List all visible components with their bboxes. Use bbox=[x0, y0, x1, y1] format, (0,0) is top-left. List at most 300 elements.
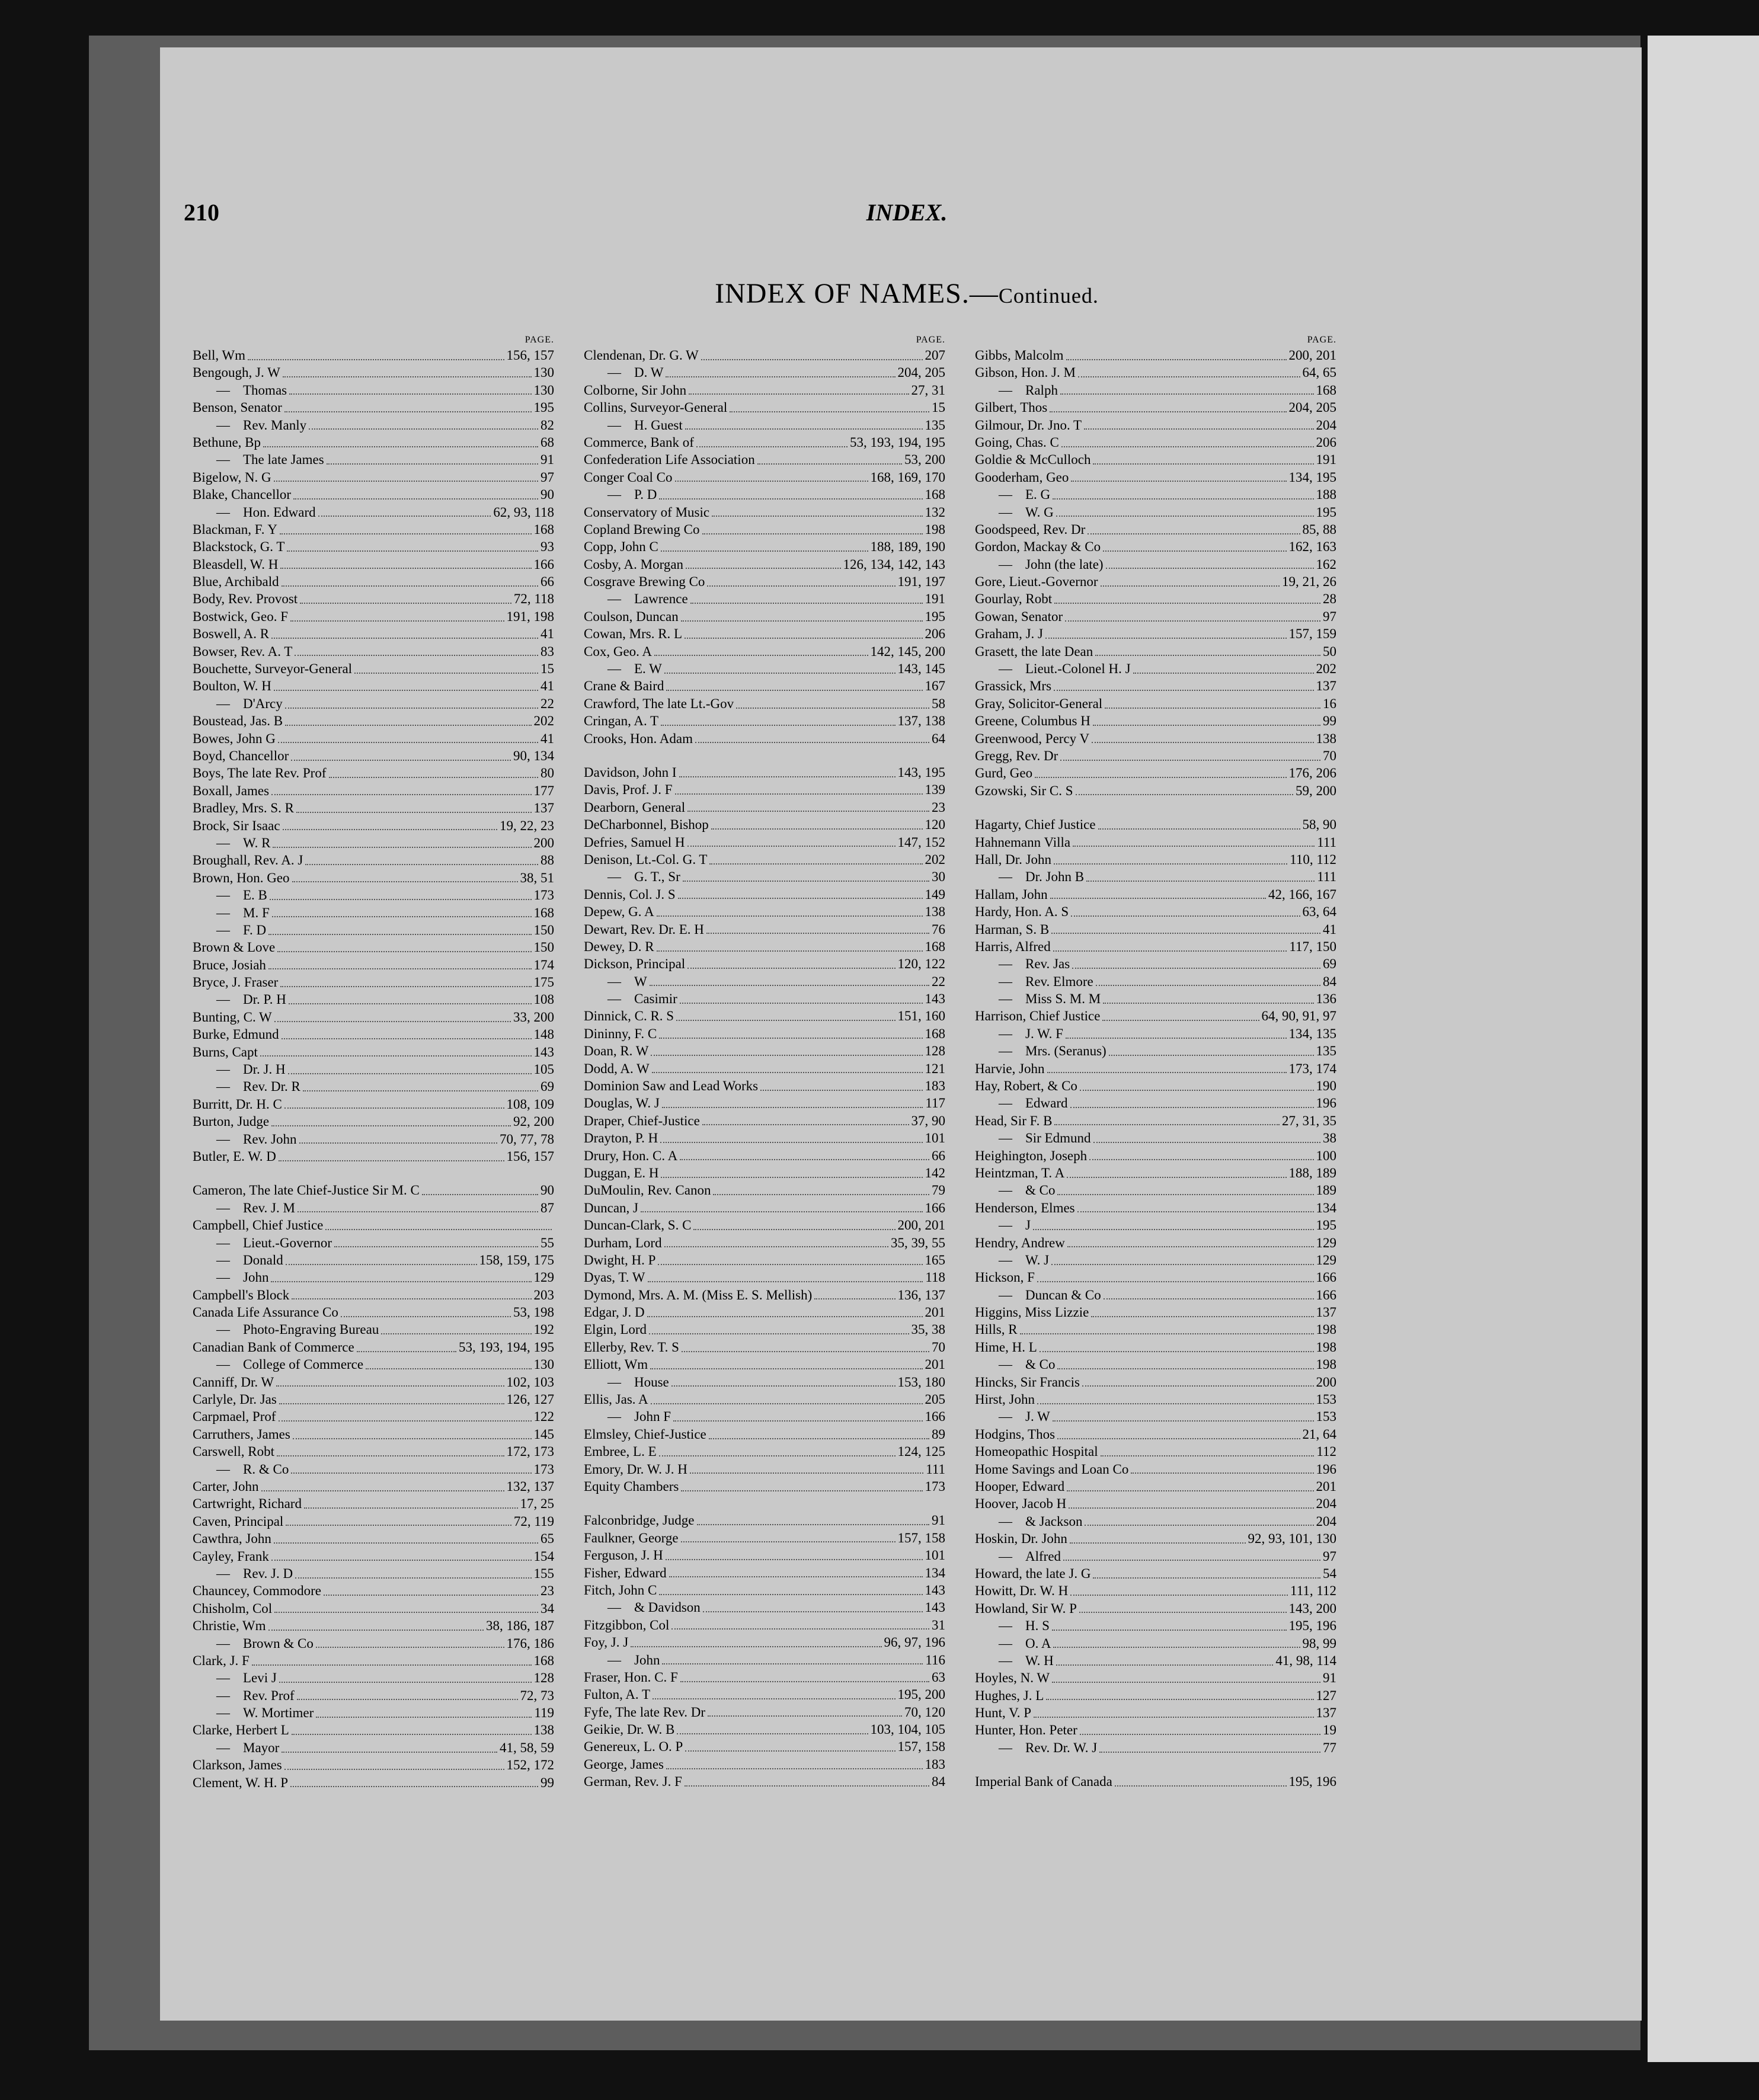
entry-pages: 118 bbox=[925, 1270, 945, 1285]
entry-pages: 198 bbox=[1316, 1322, 1336, 1337]
index-entry bbox=[193, 1132, 554, 1149]
index-entry bbox=[975, 1305, 1336, 1322]
index-entry bbox=[584, 1078, 945, 1096]
leader-dots bbox=[659, 498, 922, 500]
entry-pages: 168 bbox=[925, 1026, 945, 1041]
entry-pages: 168 bbox=[1316, 382, 1336, 398]
index-entry bbox=[193, 400, 554, 417]
leader-dots bbox=[271, 794, 531, 795]
index-entry bbox=[975, 713, 1336, 731]
index-entry bbox=[193, 383, 554, 400]
leader-dots bbox=[1056, 1664, 1274, 1666]
index-entry bbox=[975, 1183, 1336, 1200]
index-entry bbox=[975, 348, 1336, 365]
index-entry bbox=[193, 574, 554, 591]
leader-dots bbox=[276, 1385, 504, 1387]
entry-pages: 173 bbox=[925, 1479, 945, 1494]
leader-dots bbox=[1053, 1420, 1314, 1422]
entry-dash: — bbox=[999, 1026, 1012, 1041]
entry-pages: 168 bbox=[533, 521, 554, 537]
entry-dash: — bbox=[607, 1374, 621, 1390]
entry-pages: 129 bbox=[1316, 1252, 1336, 1267]
entry-dash: — bbox=[216, 382, 230, 398]
page-column-header: PAGE. bbox=[916, 335, 945, 345]
entry-name: Mrs. (Seranus) bbox=[1025, 1043, 1106, 1059]
entry-pages: 168, 169, 170 bbox=[870, 469, 945, 485]
entry-name: Hendry, Andrew bbox=[975, 1235, 1065, 1250]
leader-dots bbox=[285, 725, 531, 726]
entry-pages: 188, 189, 190 bbox=[870, 539, 945, 555]
index-entry bbox=[975, 974, 1336, 991]
entry-name: Hall, Dr. John bbox=[975, 851, 1052, 867]
leader-dots bbox=[292, 881, 518, 882]
index-entry bbox=[193, 626, 554, 644]
entry-name: Emory, Dr. W. J. H bbox=[584, 1461, 687, 1477]
index-entry bbox=[584, 869, 945, 886]
index-entry bbox=[584, 1113, 945, 1131]
entry-name: R. & Co bbox=[243, 1461, 289, 1477]
entry-dash: — bbox=[216, 1252, 230, 1267]
index-entry bbox=[584, 1322, 945, 1339]
entry-pages: 38, 186, 187 bbox=[486, 1618, 554, 1634]
index-entry bbox=[975, 1270, 1336, 1287]
entry-dash: — bbox=[216, 1079, 230, 1094]
entry-dash: — bbox=[216, 905, 230, 920]
leader-dots bbox=[284, 1107, 504, 1109]
index-entry bbox=[584, 365, 945, 382]
leader-dots bbox=[1098, 828, 1300, 830]
entry-pages: 196 bbox=[1316, 1461, 1336, 1477]
entry-name: Duncan, J bbox=[584, 1200, 638, 1215]
entry-pages: 158, 159, 175 bbox=[479, 1252, 554, 1267]
entry-pages: 173, 174 bbox=[1288, 1061, 1336, 1076]
entry-pages: 110, 112 bbox=[1290, 851, 1336, 867]
index-entry bbox=[193, 1183, 554, 1200]
entry-name: Benson, Senator bbox=[193, 400, 282, 415]
index-entry bbox=[193, 435, 554, 452]
leader-dots bbox=[1115, 1785, 1287, 1787]
index-entry bbox=[193, 905, 554, 923]
entry-pages: 41, 98, 114 bbox=[1275, 1653, 1336, 1668]
entry-dash: — bbox=[999, 1218, 1012, 1233]
index-entry bbox=[975, 505, 1336, 522]
entry-name: Cawthra, John bbox=[193, 1531, 271, 1547]
entry-dash: — bbox=[999, 487, 1012, 502]
entry-name: Davis, Prof. J. F bbox=[584, 782, 673, 798]
entry-pages: 191, 197 bbox=[897, 574, 945, 590]
index-entry bbox=[584, 1583, 945, 1600]
entry-pages: 97 bbox=[1323, 1548, 1336, 1564]
index-entry bbox=[975, 1566, 1336, 1583]
entry-name: Rev. Dr. W. J bbox=[1025, 1740, 1098, 1755]
entry-pages: 188, 189 bbox=[1288, 1165, 1336, 1180]
index-entry bbox=[584, 1774, 945, 1791]
entry-name: Hunt, V. P bbox=[975, 1705, 1032, 1721]
leader-dots bbox=[272, 916, 532, 917]
entry-pages: 127 bbox=[1316, 1688, 1336, 1703]
index-entry bbox=[975, 852, 1336, 869]
leader-dots bbox=[664, 673, 896, 674]
leader-dots bbox=[675, 793, 923, 795]
entry-dash: — bbox=[216, 1566, 230, 1581]
leader-dots bbox=[708, 1715, 902, 1717]
index-entry bbox=[975, 1774, 1336, 1791]
entry-pages: 126, 134, 142, 143 bbox=[843, 556, 945, 572]
entry-name: Clement, W. H. P bbox=[193, 1775, 289, 1790]
index-entry bbox=[584, 1635, 945, 1652]
index-entry bbox=[193, 1027, 554, 1044]
index-entry bbox=[975, 365, 1336, 382]
index-entry bbox=[584, 1043, 945, 1061]
index-entry bbox=[584, 1653, 945, 1670]
entry-name: Duncan & Co bbox=[1025, 1287, 1101, 1302]
entry-name: Cringan, A. T bbox=[584, 713, 659, 729]
entry-dash: — bbox=[607, 1652, 621, 1667]
index-entry bbox=[193, 1583, 554, 1600]
index-entry bbox=[193, 1270, 554, 1287]
entry-pages: 92, 200 bbox=[513, 1114, 554, 1129]
leader-dots bbox=[268, 1630, 484, 1631]
entry-name: Dr. John B bbox=[1025, 869, 1085, 885]
entry-dash: — bbox=[216, 1740, 230, 1755]
entry-pages: 189 bbox=[1316, 1183, 1336, 1198]
leader-dots bbox=[678, 898, 923, 899]
entry-pages: 136, 137 bbox=[897, 1287, 945, 1302]
entry-dash: — bbox=[216, 1705, 230, 1721]
entry-name: Rev. Prof bbox=[243, 1688, 295, 1703]
leader-dots bbox=[1080, 1734, 1320, 1735]
index-entry bbox=[193, 1496, 554, 1513]
leader-dots bbox=[1101, 1455, 1315, 1456]
entry-name: Greenwood, Percy V bbox=[975, 731, 1090, 746]
entry-pages: 155 bbox=[533, 1566, 554, 1581]
index-entry bbox=[193, 505, 554, 522]
entry-dash: — bbox=[216, 1131, 230, 1147]
leader-dots bbox=[291, 1472, 531, 1474]
leader-dots bbox=[702, 1124, 909, 1125]
leader-dots bbox=[1054, 863, 1287, 865]
leader-dots bbox=[1072, 968, 1320, 969]
index-entry bbox=[193, 644, 554, 661]
entry-name: W bbox=[634, 974, 647, 989]
entry-pages: 204 bbox=[1316, 1513, 1336, 1529]
index-entry bbox=[975, 766, 1336, 783]
index-entry bbox=[975, 1061, 1336, 1078]
entry-pages: 167 bbox=[925, 678, 945, 694]
leader-dots bbox=[1071, 915, 1300, 917]
entry-name: Broughall, Rev. A. J bbox=[193, 853, 303, 868]
entry-pages: 143, 200 bbox=[1288, 1600, 1336, 1616]
entry-pages: 64, 65 bbox=[1302, 365, 1336, 380]
leader-dots bbox=[687, 811, 929, 812]
entry-name: Dodd, A. W bbox=[584, 1061, 650, 1076]
leader-dots bbox=[274, 1021, 511, 1022]
leader-dots bbox=[1060, 393, 1314, 395]
entry-pages: 195 bbox=[1316, 504, 1336, 520]
entry-name: Carswell, Robt bbox=[193, 1444, 274, 1459]
leader-dots bbox=[299, 1142, 497, 1144]
entry-name: Commerce, Bank of bbox=[584, 434, 694, 450]
entry-dash: — bbox=[216, 1235, 230, 1250]
entry-name: Carruthers, James bbox=[193, 1426, 290, 1442]
entry-pages: 168 bbox=[533, 905, 554, 920]
index-entry bbox=[584, 1548, 945, 1565]
entry-name: Drury, Hon. C. A bbox=[584, 1148, 678, 1163]
leader-dots bbox=[1020, 1333, 1314, 1334]
entry-pages: 206 bbox=[1316, 434, 1336, 450]
leader-dots bbox=[381, 1333, 531, 1334]
index-entry bbox=[584, 1096, 945, 1113]
entry-pages: 166 bbox=[925, 1200, 945, 1215]
index-entry bbox=[975, 1375, 1336, 1392]
entry-dash: — bbox=[216, 1670, 230, 1686]
index-entry bbox=[584, 765, 945, 782]
entry-name: O. A bbox=[1025, 1635, 1051, 1651]
index-entry bbox=[584, 1392, 945, 1409]
index-entry bbox=[584, 522, 945, 539]
index-entry bbox=[975, 609, 1336, 626]
entry-pages: 116 bbox=[925, 1652, 945, 1667]
leader-dots bbox=[631, 1646, 881, 1647]
entry-pages: 108 bbox=[533, 992, 554, 1007]
leader-dots bbox=[309, 428, 538, 430]
entry-name: Grassick, Mrs bbox=[975, 678, 1052, 694]
entry-name: F. D bbox=[243, 922, 267, 937]
entry-dash: — bbox=[999, 1548, 1012, 1564]
entry-pages: 103, 104, 105 bbox=[870, 1722, 945, 1737]
index-entry bbox=[193, 1079, 554, 1096]
entry-name: Hoskin, Dr. John bbox=[975, 1531, 1067, 1547]
leader-dots bbox=[318, 516, 491, 517]
leader-dots bbox=[673, 1420, 923, 1422]
index-entry bbox=[193, 1566, 554, 1583]
leader-dots bbox=[279, 1420, 532, 1422]
index-entry bbox=[193, 888, 554, 905]
leader-dots bbox=[814, 1298, 895, 1299]
leader-dots bbox=[1133, 673, 1314, 674]
entry-pages: 173 bbox=[533, 888, 554, 903]
entry-pages: 53, 198 bbox=[513, 1305, 554, 1320]
entry-pages: 97 bbox=[1323, 609, 1336, 624]
entry-name: Clarke, Herbert L bbox=[193, 1723, 289, 1738]
entry-dash: — bbox=[216, 452, 230, 468]
entry-name: Rev. Manly bbox=[243, 417, 307, 433]
entry-name: Douglas, W. J bbox=[584, 1096, 660, 1111]
entry-name: Fitzgibbon, Col bbox=[584, 1617, 670, 1632]
index-entry bbox=[975, 904, 1336, 921]
leader-dots bbox=[690, 603, 923, 604]
entry-pages: 42, 166, 167 bbox=[1268, 886, 1336, 902]
leader-dots bbox=[713, 1194, 929, 1195]
entry-pages: 137 bbox=[1316, 1305, 1336, 1320]
index-entry bbox=[584, 1288, 945, 1305]
index-entry bbox=[584, 1253, 945, 1270]
entry-dash: — bbox=[999, 1183, 1012, 1198]
entry-name: College of Commerce bbox=[243, 1357, 364, 1372]
entry-pages: 64 bbox=[932, 731, 945, 746]
entry-name: Rev. Dr. R bbox=[243, 1079, 300, 1094]
leader-dots bbox=[1076, 794, 1294, 795]
entry-pages: 134 bbox=[925, 1565, 945, 1580]
leader-dots bbox=[290, 620, 504, 622]
leader-dots bbox=[286, 1525, 511, 1526]
leader-dots bbox=[289, 1003, 532, 1004]
index-entry bbox=[584, 1183, 945, 1200]
leader-dots bbox=[1104, 1298, 1314, 1299]
leader-dots bbox=[1045, 638, 1287, 639]
entry-name: Clark, J. F bbox=[193, 1653, 250, 1668]
leader-dots bbox=[1053, 950, 1287, 952]
entry-name: Bradley, Mrs. S. R bbox=[193, 801, 295, 816]
leader-dots bbox=[662, 1663, 923, 1664]
entry-pages: 198 bbox=[925, 521, 945, 537]
leader-dots bbox=[1071, 481, 1286, 482]
leader-dots bbox=[661, 550, 868, 552]
entry-name: Copp, John C bbox=[584, 539, 658, 555]
entry-pages: 166 bbox=[1316, 1287, 1336, 1302]
index-entry bbox=[584, 1061, 945, 1078]
leader-dots bbox=[1067, 1177, 1286, 1178]
entry-name: M. F bbox=[243, 905, 270, 920]
entry-name: Hincks, Sir Francis bbox=[975, 1374, 1080, 1390]
leader-dots bbox=[1066, 359, 1287, 360]
entry-name: Caven, Principal bbox=[193, 1513, 284, 1529]
entry-name: Heintzman, T. A bbox=[975, 1165, 1065, 1180]
entry-name: Gzowski, Sir C. S bbox=[975, 783, 1073, 798]
leader-dots bbox=[283, 829, 497, 830]
leader-dots bbox=[664, 1246, 888, 1247]
entry-name: Boys, The late Rev. Prof bbox=[193, 766, 327, 781]
index-entry bbox=[975, 1444, 1336, 1461]
index-entry bbox=[975, 1253, 1336, 1270]
entry-name: Defries, Samuel H bbox=[584, 834, 685, 850]
entry-dash: — bbox=[999, 1043, 1012, 1059]
index-entry bbox=[975, 1201, 1336, 1218]
leader-dots bbox=[666, 1559, 923, 1560]
entry-pages: 153 bbox=[1316, 1392, 1336, 1407]
entry-pages: 117 bbox=[925, 1096, 945, 1111]
entry-name: Crawford, The late Lt.-Gov bbox=[584, 696, 734, 711]
entry-name: Head, Sir F. B bbox=[975, 1113, 1053, 1128]
entry-pages: 195, 196 bbox=[1288, 1618, 1336, 1634]
leader-dots bbox=[304, 1507, 518, 1509]
leader-dots bbox=[659, 1038, 922, 1039]
leader-dots bbox=[1078, 376, 1300, 377]
index-column-1 bbox=[193, 335, 554, 1792]
index-entry bbox=[975, 1496, 1336, 1513]
leader-dots bbox=[1056, 516, 1314, 517]
entry-pages: 126, 127 bbox=[506, 1392, 554, 1407]
entry-name: Clarkson, James bbox=[193, 1758, 282, 1773]
entry-name: Hills, R bbox=[975, 1322, 1018, 1337]
entry-name: Gibbs, Malcolm bbox=[975, 348, 1064, 363]
entry-name: J bbox=[1025, 1218, 1031, 1233]
index-entry bbox=[584, 626, 945, 644]
leader-dots bbox=[679, 776, 896, 777]
leader-dots bbox=[261, 1490, 504, 1491]
entry-name: Hime, H. L bbox=[975, 1339, 1037, 1355]
entry-name: George, James bbox=[584, 1756, 664, 1772]
index-entry bbox=[193, 992, 554, 1009]
entry-pages: 72, 118 bbox=[513, 591, 554, 607]
leader-dots bbox=[696, 446, 847, 447]
entry-name: Rev. J. M bbox=[243, 1200, 295, 1215]
index-entry bbox=[584, 852, 945, 869]
entry-pages: 120, 122 bbox=[897, 956, 945, 972]
title-main: INDEX OF NAMES.— bbox=[715, 278, 999, 309]
entry-pages: 162 bbox=[1316, 556, 1336, 572]
leader-dots bbox=[1034, 1717, 1313, 1718]
entry-pages: 192 bbox=[533, 1322, 554, 1337]
leader-dots bbox=[707, 585, 895, 587]
entry-pages: 129 bbox=[533, 1270, 554, 1285]
index-entry bbox=[584, 731, 945, 748]
leader-dots bbox=[1050, 411, 1286, 412]
leader-dots bbox=[290, 1786, 538, 1787]
entry-pages: 137, 138 bbox=[897, 713, 945, 729]
index-entry bbox=[584, 452, 945, 469]
entry-name: Colborne, Sir John bbox=[584, 382, 687, 398]
entry-name: Heighington, Joseph bbox=[975, 1148, 1088, 1163]
index-entry bbox=[975, 435, 1336, 452]
leader-dots bbox=[1106, 568, 1314, 569]
entry-pages: 38 bbox=[1323, 1131, 1336, 1146]
entry-pages: 70 bbox=[1323, 748, 1336, 763]
leader-dots bbox=[274, 690, 538, 691]
entry-dash: — bbox=[216, 1270, 230, 1285]
index-entry bbox=[193, 1670, 554, 1688]
index-entry bbox=[584, 1131, 945, 1148]
entry-name: Ellerby, Rev. T. S bbox=[584, 1339, 679, 1355]
entry-pages: 203 bbox=[533, 1287, 554, 1302]
entry-pages: 41 bbox=[541, 731, 554, 746]
leader-dots bbox=[274, 481, 538, 482]
leader-dots bbox=[297, 1699, 518, 1700]
entry-pages: 99 bbox=[1323, 713, 1336, 729]
entry-name: DuMoulin, Rev. Canon bbox=[584, 1183, 711, 1198]
entry-name: Higgins, Miss Lizzie bbox=[975, 1305, 1089, 1320]
entry-pages: 108, 109 bbox=[506, 1096, 554, 1112]
entry-pages: 53, 193, 194, 195 bbox=[850, 434, 945, 450]
leader-dots bbox=[736, 708, 929, 709]
index-entry bbox=[584, 1148, 945, 1166]
entry-pages: 195 bbox=[533, 400, 554, 415]
entry-name: E. G bbox=[1025, 487, 1051, 502]
leader-dots bbox=[666, 376, 895, 377]
index-entry bbox=[584, 348, 945, 365]
entry-name: Graham, J. J bbox=[975, 626, 1043, 642]
leader-dots bbox=[687, 968, 895, 969]
leader-dots bbox=[341, 1316, 511, 1317]
index-entry bbox=[193, 1097, 554, 1114]
entry-dash: — bbox=[607, 591, 621, 607]
index-entry bbox=[193, 853, 554, 870]
entry-pages: 153, 180 bbox=[897, 1374, 945, 1390]
index-entry bbox=[584, 991, 945, 1009]
entry-pages: 130 bbox=[533, 1357, 554, 1372]
entry-pages: 19 bbox=[1323, 1723, 1336, 1738]
entry-dash: — bbox=[607, 1409, 621, 1424]
entry-pages: 166 bbox=[533, 556, 554, 572]
entry-pages: 101 bbox=[925, 1131, 945, 1146]
leader-dots bbox=[671, 1385, 896, 1387]
leader-dots bbox=[271, 638, 538, 639]
entry-dash: — bbox=[216, 1357, 230, 1372]
index-entry bbox=[193, 1305, 554, 1322]
index-entry bbox=[975, 678, 1336, 696]
entry-pages: 50 bbox=[1323, 644, 1336, 659]
leader-dots bbox=[1040, 1351, 1314, 1352]
